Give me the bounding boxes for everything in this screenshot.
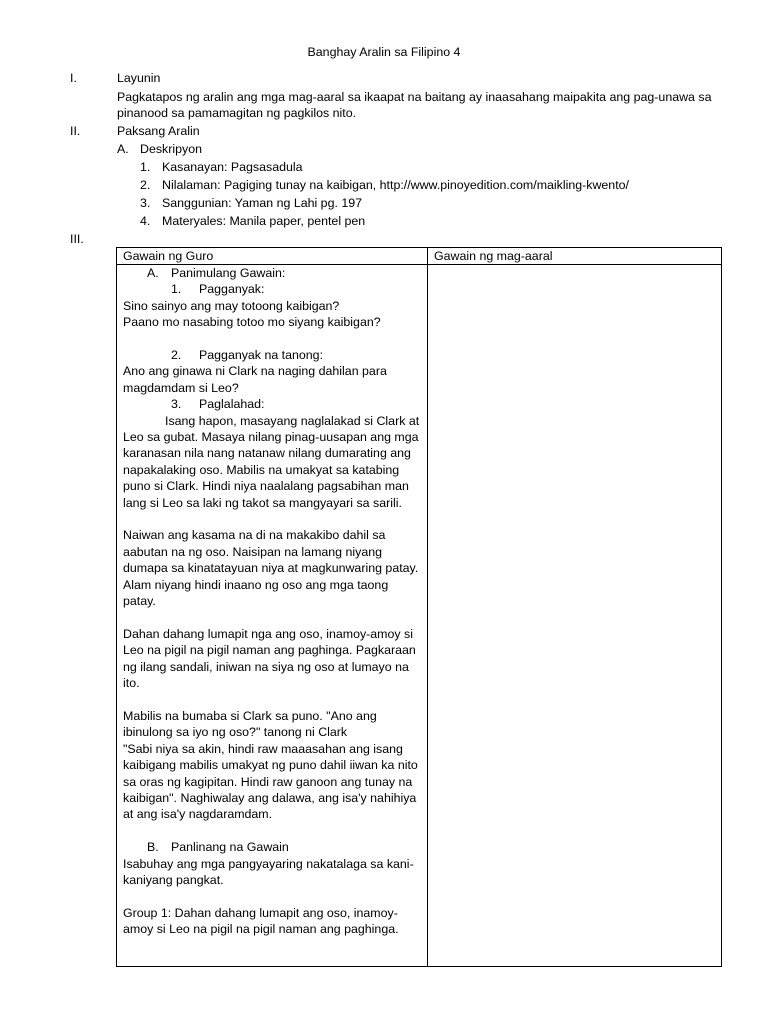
section-3-numeral: III. xyxy=(70,232,84,246)
pagganyak-heading: 1. Pagganyak: xyxy=(171,282,265,297)
section-2-sub-letter: A. xyxy=(117,142,129,156)
section-1-text: Pagkatapos ng aralin ang mga mag-aaral sa ikaapat na baitang ay inaasahang maipakita ang pag-unawa sa pinanood sa pamamagitan ng pagkilos nito. xyxy=(117,90,712,121)
student-column-header: Gawain ng mag-aaral xyxy=(428,248,722,265)
section-1-numeral: I. xyxy=(70,71,77,85)
question-line: Sino sainyo ang may totoong kaibigan? xyxy=(123,298,340,313)
story-paragraph: Naiwan ang kasama na di na makakibo dahil sa aabutan na ng oso. Naisipan na lamang niyang dumapa sa kinatatayuan niya at magkunwaring patay. Alam niyang hindi inaano ng oso ang mga taong patay. xyxy=(123,528,419,609)
teacher-activities-cell xyxy=(117,265,428,967)
section-b-text: Isabuhay ang mga pangyayaring nakatalaga sa kani-kaniyang pangkat. xyxy=(123,856,414,887)
story-paragraph: Dahan dahang lumapit nga ang oso, inamoy-amoy si Leo na pigil na pigil naman ang paghinga. Pagkaraan ng ilang sandali, iniwan na siya ng oso at lumayo na ito. xyxy=(123,626,416,691)
list-number: 2. xyxy=(140,178,151,192)
story-paragraph: Mabilis na bumaba si Clark sa puno. "Ano ang ibinulong sa iyo ng oso?" tanong ni Clark xyxy=(123,708,377,740)
list-number: 3. xyxy=(140,196,151,210)
section-2-sub-heading: Deskripyon xyxy=(140,142,202,156)
section-1-heading: Layunin xyxy=(117,71,161,85)
list-item: Nilalaman: Pagiging tunay na kaibigan, http://www.pinoyedition.com/maikling-kwento/ xyxy=(162,178,629,192)
list-item: Materyales: Manila paper, pentel pen xyxy=(162,214,366,228)
story-paragraph: "Sabi niya sa akin, hindi raw maaasahan ang isang kaibigang mabilis umakyat ng puno dahil iiwan ka nito sa oras ng kagipitan. Hindi raw ganoon ang tunay na kaibigan". Naghiwalay ang dalawa, ang isa'y nahihiya at ang isa'y nagdaramdam. xyxy=(123,741,418,822)
motive-question: Ano ang ginawa ni Clark na naging dahilan para magdamdam si Leo? xyxy=(123,364,387,395)
question-line: Paano mo nasabing totoo mo siyang kaibigan? xyxy=(123,315,381,330)
list-item: Sanggunian: Yaman ng Lahi pg. 197 xyxy=(162,196,363,210)
paglalahad-heading: 3. Paglalahad: xyxy=(171,397,265,412)
student-activities-cell xyxy=(428,265,722,967)
section-a-heading: A. Panimulang Gawain: xyxy=(147,266,286,280)
group-1-text: Group 1: Dahan dahang lumapit ang oso, inamoy-amoy si Leo na pigil na pigil naman ang paghinga. xyxy=(123,905,399,937)
story-paragraph: Isang hapon, masayang naglalakad si Clark at Leo sa gubat. Masaya nilang pinag-uusapan ang mga karanasan nila nang natanaw nilang dumarating ang napakalaking oso. Mabilis na umakyat sa katabing puno si Clark. Hindi niya naalalang pagsabihan man lang si Leo sa laki ng takot sa mangyayari sa sarili. xyxy=(123,413,420,510)
section-b-heading: B. Panlinang na Gawain xyxy=(147,840,289,855)
document-title: Banghay Aralin sa Filipino 4 xyxy=(307,45,461,59)
lesson-table xyxy=(116,247,722,967)
teacher-column-header: Gawain ng Guro xyxy=(117,248,428,265)
list-item: Kasanayan: Pagsasadula xyxy=(162,160,303,174)
pagganyak-na-tanong-heading: 2. Pagganyak na tanong: xyxy=(171,348,324,363)
list-number: 4. xyxy=(140,214,151,228)
section-2-heading: Paksang Aralin xyxy=(117,124,200,138)
section-2-numeral: II. xyxy=(70,124,81,138)
list-number: 1. xyxy=(140,160,151,174)
